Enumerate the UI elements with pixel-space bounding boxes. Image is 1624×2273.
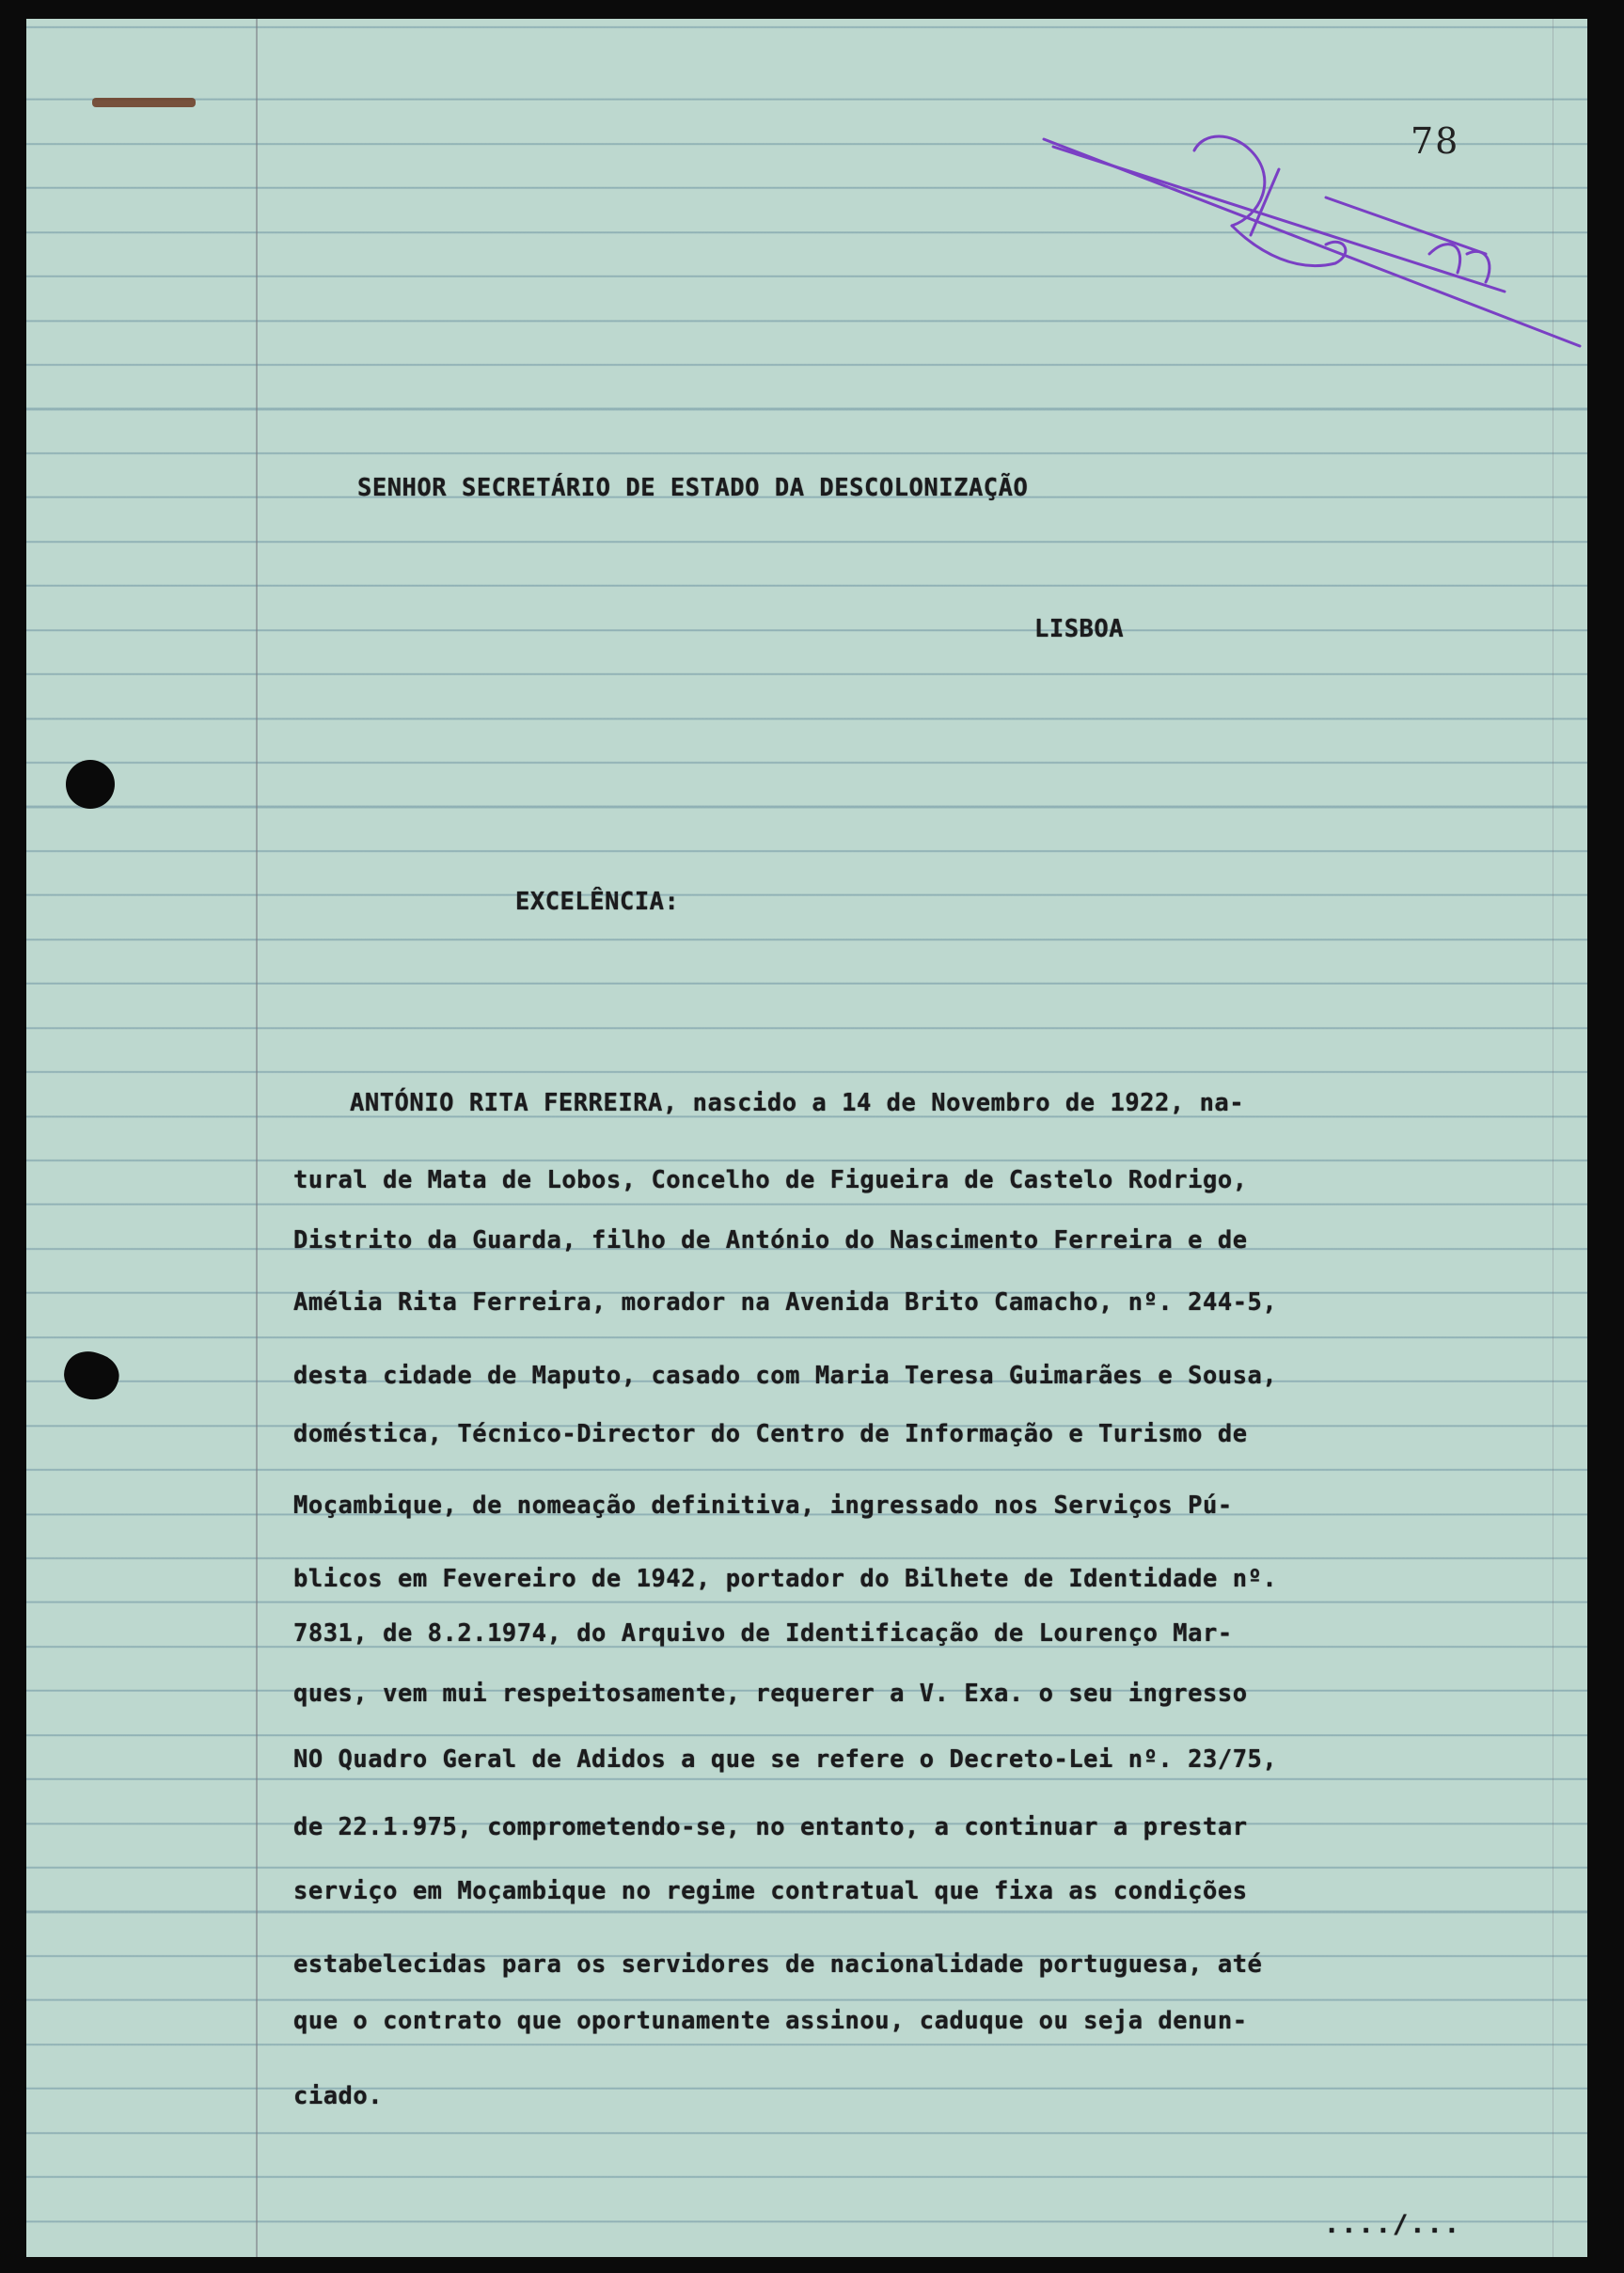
left-margin-rule [256,19,258,2257]
body-line: blicos em Fevereiro de 1942, portador do Bilhete de Identidade nº. [293,1565,1278,1593]
body-line: NO Quadro Geral de Adidos a que se refere o Decreto-Lei nº. 23/75, [293,1745,1278,1774]
rust-mark [92,98,196,107]
page-number: 78 [1411,120,1460,162]
body-line: doméstica, Técnico-Director do Centro de Informação e Turismo de [293,1420,1248,1448]
body-line: de 22.1.975, comprometendo-se, no entanto, a continuar a prestar [293,1813,1248,1841]
body-line: ciado. [293,2082,384,2110]
body-line: ques, vem mui respeitosamente, requerer a V. Exa. o seu ingresso [293,1680,1248,1708]
body-line: Distrito da Guarda, filho de António do Nascimento Ferreira e de [293,1226,1248,1255]
body-line: ANTÓNIO RITA FERREIRA, nascido a 14 de Novembro de 1922, na- [350,1089,1245,1117]
body-line: desta cidade de Maputo, casado com Maria Teresa Guimarães e Sousa, [293,1362,1278,1390]
handwritten-stamp-signature [1016,113,1599,357]
punch-hole-top [66,760,115,809]
body-line: que o contrato que oportunamente assinou, caduque ou seja denun- [293,2007,1248,2035]
body-line: tural de Mata de Lobos, Concelho de Figueira de Castelo Rodrigo, [293,1166,1248,1194]
body-line: serviço em Moçambique no regime contratual que fixa as condições [293,1877,1248,1905]
body-line: estabelecidas para os servidores de nacionalidade portuguesa, até [293,1950,1263,1979]
addressee-city: LISBOA [1034,615,1125,643]
body-line: Moçambique, de nomeação definitiva, ingressado nos Serviços Pú- [293,1492,1233,1520]
body-line: Amélia Rita Ferreira, morador na Avenida Brito Camacho, nº. 244-5, [293,1288,1278,1317]
addressee-heading: SENHOR SECRETÁRIO DE ESTADO DA DESCOLONIZAÇÃO [357,474,1029,502]
continuation-mark: ..../... [1324,2210,1462,2239]
salutation: EXCELÊNCIA: [515,888,680,916]
body-line: 7831, de 8.2.1974, do Arquivo de Identificação de Lourenço Mar- [293,1619,1233,1648]
